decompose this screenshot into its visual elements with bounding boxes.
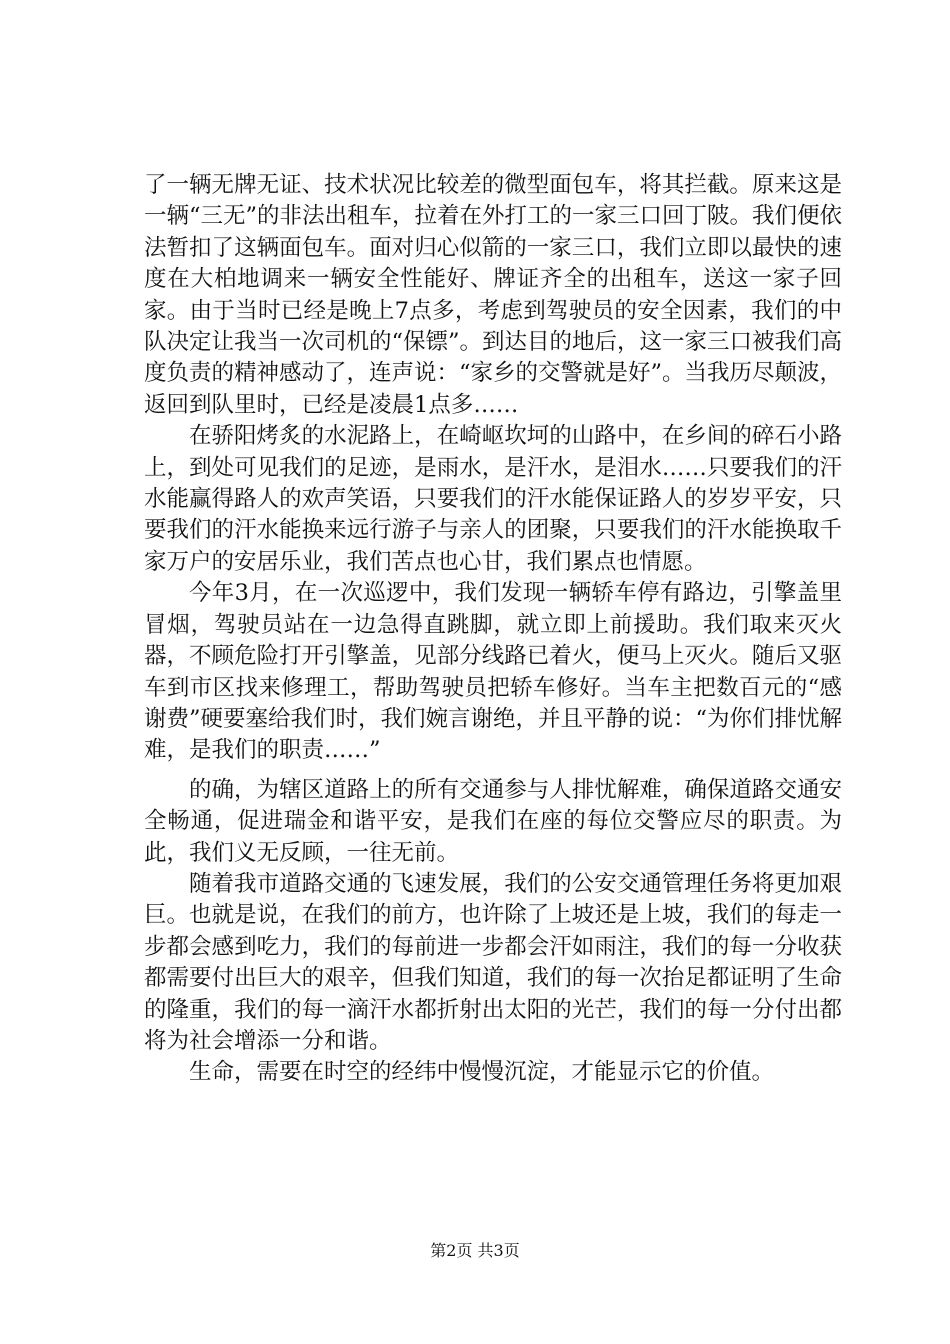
paragraph-1: 了一辆无牌无证、技术状况比较差的微型面包车，将其拦截。原来这是一辆“三无”的非法出租车，拉着在外打工的一家三口回丁陂。我们便依法暂扣了这辆面包车。面对归心似箭的一家三口，我们立即以最快的速度在大柏地调来一辆安全性能好、牌证齐全的出租车，送这一家子回家。由于当时已经是晚上7点多，考虑到驾驶员的安全因素，我们的中队决定让我当一次司机的“保镖”。到达目的地后，这一家三口被我们高度负责的精神感动了，连声说：“家乡的交警就是好”。当我历尽颠波，返回到队里时，已经是凌晨1点多…… — [144, 172, 843, 418]
paragraph-2: 在骄阳烤炙的水泥路上，在崎岖坎坷的山路中，在乡间的碎石小路上，到处可见我们的足迹，是雨水，是汗水，是泪水……只要我们的汗水能赢得路人的欢声笑语，只要我们的汗水能保证路人的岁岁平安，只要我们的汗水能换来远行游子与亲人的团聚，只要我们的汗水能换取千家万户的安居乐业，我们苦点也心甘，我们累点也情愿。 — [144, 423, 842, 575]
page-footer: 第2页 共3页 — [430, 1241, 520, 1260]
paragraph-6: 生命，需要在时空的经纬中慢慢沉淀，才能显示它的价值。 — [189, 1059, 775, 1086]
paragraph-4: 的确，为辖区道路上的所有交通参与人排忧解难，确保道路交通安全畅通，促进瑞金和谐平安，是我们在座的每位交警应尽的职责。为此，我们义无反顾，一往无前。 — [144, 776, 842, 866]
paragraph-3: 今年3月，在一次巡逻中，我们发现一辆轿车停有路边，引擎盖里冒烟，驾驶员站在一边急得直跳脚，就立即上前援助。我们取来灭火器，不顾危险打开引擎盖，见部分线路已着火，便马上灭火。随后又驱车到市区找来修理工，帮助驾驶员把轿车修好。当车主把数百元的“感谢费”硬要塞给我们时，我们婉言谢绝，并且平静的说：“为你们排忧解难，是我们的职责……” — [144, 580, 843, 764]
document-body — [144, 170, 842, 1089]
paragraph-5: 随着我市道路交通的飞速发展，我们的公安交通管理任务将更加艰巨。也就是说，在我们的前方，也许除了上坡还是上坡，我们的每走一步都会感到吃力，我们的每前进一步都会汗如雨注，我们的每一分收获都需要付出巨大的艰辛，但我们知道，我们的每一次抬足都证明了生命的隆重，我们的每一滴汗水都折射出太阳的光芒，我们的每一分付出都将为社会增添一分和谐。 — [144, 870, 842, 1054]
